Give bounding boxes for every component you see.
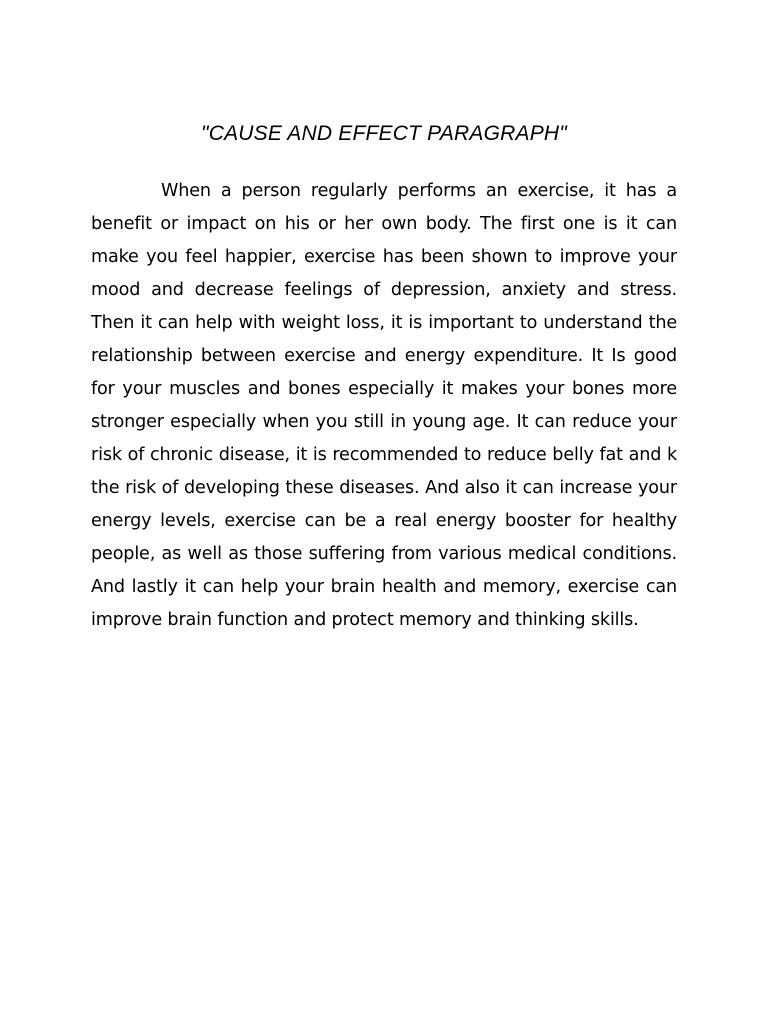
- body-paragraph: When a person regularly performs an exercise, it has a benefit or impact on his or her own body. The first one is it can make you feel happier, exercise has been shown to improve your mood and decrease feelings of depression, anxiety and stress. Then it can help with weight loss, it is important to understand the relationship between exercise and energy expenditure. It Is good for your muscles and bones especially it makes your bones more stronger especially when you still in young age. It can reduce your risk of chronic disease, it is recommended to reduce belly fat and k the risk of developing these diseases. And also it can increase your energy levels, exercise can be a real energy booster for healthy people, as well as those suffering from various medical conditions. And lastly it can help your brain health and memory, exercise can improve brain function and protect memory and thinking skills.: [91, 181, 677, 630]
- page-title: "CAUSE AND EFFECT PARAGRAPH": [201, 122, 567, 145]
